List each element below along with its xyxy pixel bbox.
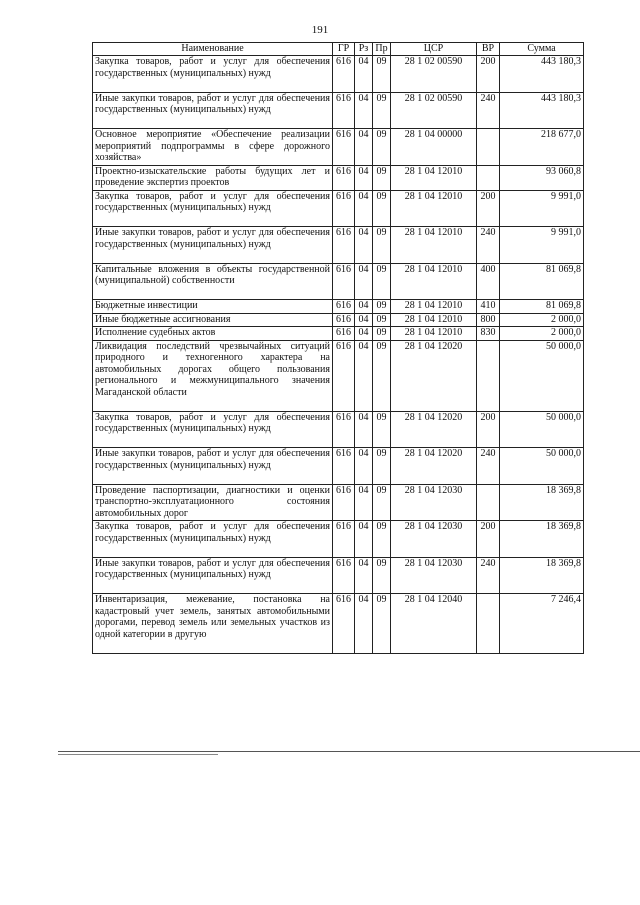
cell-sum: 9 991,0 [500, 190, 584, 227]
cell-gr: 616 [333, 56, 355, 93]
cell-csr: 28 1 04 12010 [391, 263, 477, 300]
cell-rz: 04 [355, 56, 373, 93]
header-rz: Рз [355, 43, 373, 56]
footer-divider [58, 751, 640, 752]
cell-csr: 28 1 02 00590 [391, 56, 477, 93]
cell-gr: 616 [333, 165, 355, 190]
cell-rz: 04 [355, 594, 373, 654]
table-row [93, 165, 584, 190]
cell-pr: 09 [373, 411, 391, 448]
cell-rz: 04 [355, 340, 373, 411]
cell-csr: 28 1 04 12010 [391, 327, 477, 341]
cell-pr: 09 [373, 129, 391, 166]
cell-rz: 04 [355, 227, 373, 264]
cell-vr [477, 484, 500, 521]
cell-csr: 28 1 04 12010 [391, 313, 477, 327]
cell-name: Проектно-изыскательские работы будущих лет и проведение экспертиз проектов [93, 165, 333, 190]
cell-csr: 28 1 04 12020 [391, 448, 477, 485]
cell-name: Иные закупки товаров, работ и услуг для обеспечения государственных (муниципальных) нужд [93, 92, 333, 129]
cell-name: Инвентаризация, межевание, постановка на кадастровый учет земель, занятых автомобильными дорогами, перевод земель или земельных участков из одной категории в другую [93, 594, 333, 654]
cell-rz: 04 [355, 313, 373, 327]
table-row [93, 327, 584, 341]
cell-name: Ликвидация последствий чрезвычайных ситуаций природного и техногенного характера на автомобильных дорогах общего пользования регионального и межмуниципального значения Магаданской области [93, 340, 333, 411]
cell-sum: 50 000,0 [500, 411, 584, 448]
cell-gr: 616 [333, 594, 355, 654]
cell-pr: 09 [373, 300, 391, 314]
cell-sum: 18 369,8 [500, 484, 584, 521]
table-row [93, 313, 584, 327]
cell-csr: 28 1 04 12020 [391, 411, 477, 448]
table-row [93, 227, 584, 264]
cell-csr: 28 1 04 00000 [391, 129, 477, 166]
cell-rz: 04 [355, 129, 373, 166]
cell-gr: 616 [333, 190, 355, 227]
table-row [93, 56, 584, 93]
header-sum: Сумма [500, 43, 584, 56]
cell-csr: 28 1 02 00590 [391, 92, 477, 129]
cell-rz: 04 [355, 411, 373, 448]
cell-pr: 09 [373, 557, 391, 594]
cell-vr: 410 [477, 300, 500, 314]
cell-rz: 04 [355, 263, 373, 300]
cell-vr: 800 [477, 313, 500, 327]
table-row [93, 411, 584, 448]
cell-vr [477, 340, 500, 411]
cell-name: Основное мероприятие «Обеспечение реализации мероприятий подпрограммы в сфере дорожного хозяйства» [93, 129, 333, 166]
cell-vr [477, 165, 500, 190]
cell-rz: 04 [355, 165, 373, 190]
cell-name: Закупка товаров, работ и услуг для обеспечения государственных (муниципальных) нужд [93, 190, 333, 227]
page-number: 191 [311, 24, 329, 36]
cell-name: Закупка товаров, работ и услуг для обеспечения государственных (муниципальных) нужд [93, 521, 333, 558]
cell-gr: 616 [333, 557, 355, 594]
cell-pr: 09 [373, 92, 391, 129]
cell-sum: 81 069,8 [500, 300, 584, 314]
table-row [93, 484, 584, 521]
header-name: Наименование [93, 43, 333, 56]
header-gr: ГР [333, 43, 355, 56]
header-vr: ВР [477, 43, 500, 56]
table-row [93, 521, 584, 558]
cell-sum: 93 060,8 [500, 165, 584, 190]
cell-vr: 400 [477, 263, 500, 300]
cell-csr: 28 1 04 12010 [391, 227, 477, 264]
cell-rz: 04 [355, 448, 373, 485]
cell-pr: 09 [373, 594, 391, 654]
cell-pr: 09 [373, 340, 391, 411]
cell-vr: 240 [477, 227, 500, 264]
cell-csr: 28 1 04 12020 [391, 340, 477, 411]
cell-sum: 443 180,3 [500, 92, 584, 129]
cell-vr: 830 [477, 327, 500, 341]
cell-sum: 2 000,0 [500, 327, 584, 341]
cell-gr: 616 [333, 340, 355, 411]
table-row [93, 448, 584, 485]
cell-vr: 240 [477, 448, 500, 485]
cell-name: Бюджетные инвестиции [93, 300, 333, 314]
cell-gr: 616 [333, 129, 355, 166]
cell-name: Иные закупки товаров, работ и услуг для обеспечения государственных (муниципальных) нужд [93, 557, 333, 594]
cell-gr: 616 [333, 448, 355, 485]
cell-rz: 04 [355, 327, 373, 341]
cell-sum: 218 677,0 [500, 129, 584, 166]
cell-name: Закупка товаров, работ и услуг для обеспечения государственных (муниципальных) нужд [93, 56, 333, 93]
cell-sum: 9 991,0 [500, 227, 584, 264]
cell-csr: 28 1 04 12010 [391, 190, 477, 227]
cell-name: Закупка товаров, работ и услуг для обеспечения государственных (муниципальных) нужд [93, 411, 333, 448]
cell-gr: 616 [333, 313, 355, 327]
table-row [93, 129, 584, 166]
cell-gr: 616 [333, 484, 355, 521]
table-body [93, 56, 584, 654]
cell-gr: 616 [333, 411, 355, 448]
cell-sum: 2 000,0 [500, 313, 584, 327]
cell-pr: 09 [373, 263, 391, 300]
cell-gr: 616 [333, 300, 355, 314]
cell-name: Иные бюджетные ассигнования [93, 313, 333, 327]
table-row [93, 263, 584, 300]
cell-vr [477, 129, 500, 166]
footer-divider-short [58, 754, 218, 755]
cell-name: Капитальные вложения в объекты государственной (муниципальной) собственности [93, 263, 333, 300]
header-csr: ЦСР [391, 43, 477, 56]
cell-rz: 04 [355, 190, 373, 227]
cell-sum: 50 000,0 [500, 448, 584, 485]
table-row [93, 594, 584, 654]
cell-pr: 09 [373, 165, 391, 190]
cell-sum: 7 246,4 [500, 594, 584, 654]
cell-csr: 28 1 04 12030 [391, 557, 477, 594]
cell-name: Иные закупки товаров, работ и услуг для обеспечения государственных (муниципальных) нужд [93, 448, 333, 485]
cell-gr: 616 [333, 92, 355, 129]
cell-csr: 28 1 04 12010 [391, 300, 477, 314]
cell-rz: 04 [355, 557, 373, 594]
cell-csr: 28 1 04 12010 [391, 165, 477, 190]
table-row [93, 340, 584, 411]
cell-vr [477, 594, 500, 654]
cell-pr: 09 [373, 56, 391, 93]
cell-sum: 443 180,3 [500, 56, 584, 93]
cell-sum: 50 000,0 [500, 340, 584, 411]
cell-name: Иные закупки товаров, работ и услуг для обеспечения государственных (муниципальных) нужд [93, 227, 333, 264]
table-row [93, 300, 584, 314]
header-pr: Пр [373, 43, 391, 56]
cell-vr: 200 [477, 521, 500, 558]
table-header-row [93, 43, 584, 56]
cell-gr: 616 [333, 227, 355, 264]
table-row [93, 190, 584, 227]
budget-table [92, 42, 584, 654]
cell-vr: 200 [477, 190, 500, 227]
cell-csr: 28 1 04 12030 [391, 521, 477, 558]
cell-name: Исполнение судебных актов [93, 327, 333, 341]
cell-vr: 200 [477, 411, 500, 448]
cell-pr: 09 [373, 484, 391, 521]
cell-rz: 04 [355, 92, 373, 129]
cell-sum: 81 069,8 [500, 263, 584, 300]
cell-pr: 09 [373, 190, 391, 227]
cell-csr: 28 1 04 12040 [391, 594, 477, 654]
cell-pr: 09 [373, 313, 391, 327]
cell-name: Проведение паспортизации, диагностики и оценки транспортно-эксплуатационного состояния автомобильных дорог [93, 484, 333, 521]
cell-rz: 04 [355, 521, 373, 558]
cell-pr: 09 [373, 227, 391, 264]
cell-vr: 240 [477, 557, 500, 594]
cell-rz: 04 [355, 484, 373, 521]
cell-vr: 200 [477, 56, 500, 93]
cell-gr: 616 [333, 263, 355, 300]
cell-sum: 18 369,8 [500, 557, 584, 594]
cell-gr: 616 [333, 327, 355, 341]
cell-rz: 04 [355, 300, 373, 314]
cell-pr: 09 [373, 448, 391, 485]
cell-vr: 240 [477, 92, 500, 129]
cell-pr: 09 [373, 327, 391, 341]
cell-csr: 28 1 04 12030 [391, 484, 477, 521]
cell-sum: 18 369,8 [500, 521, 584, 558]
table-row [93, 557, 584, 594]
cell-pr: 09 [373, 521, 391, 558]
cell-gr: 616 [333, 521, 355, 558]
table-row [93, 92, 584, 129]
